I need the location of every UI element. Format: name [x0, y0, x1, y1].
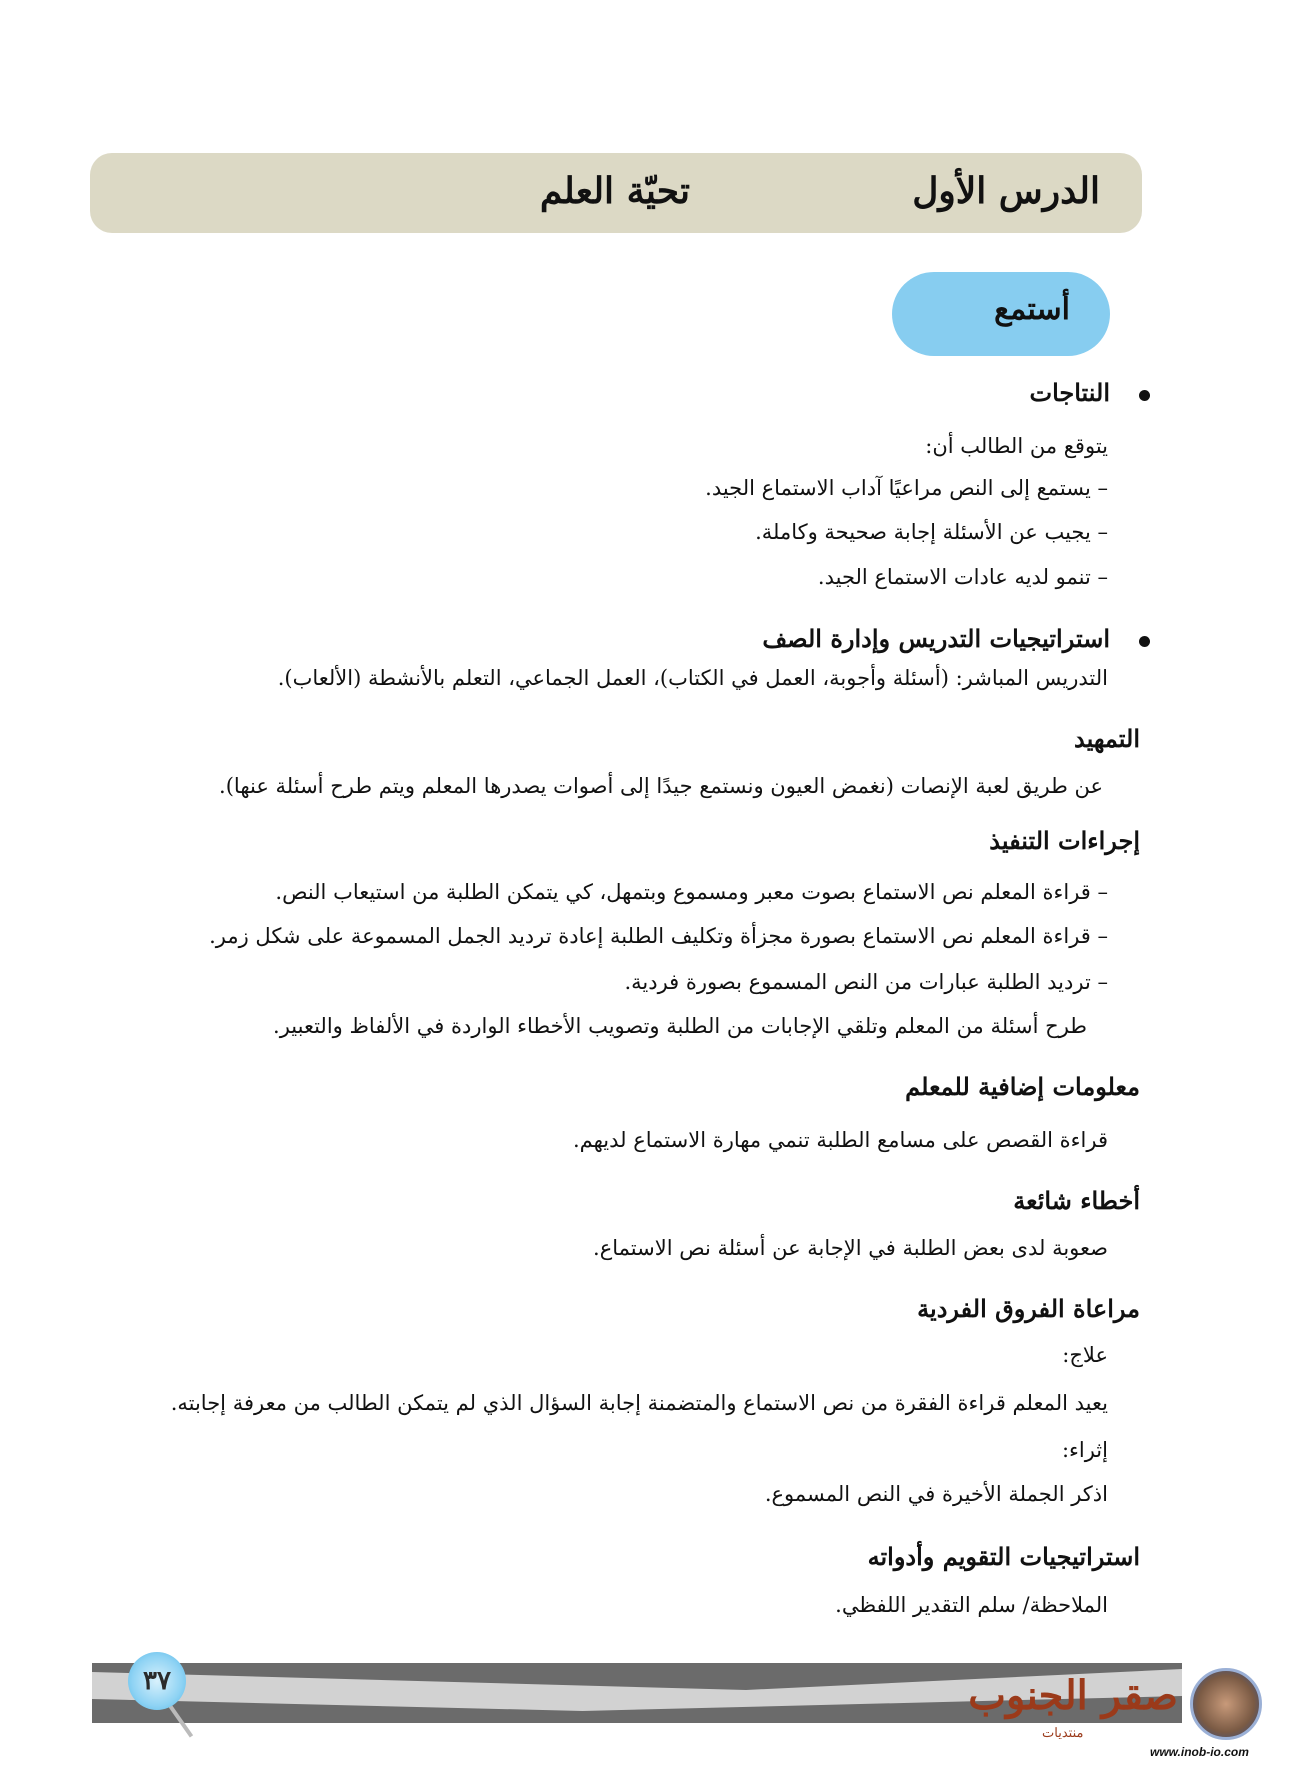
- section-label: أستمع: [994, 292, 1070, 327]
- enrich-label: إثراء:: [1061, 1438, 1108, 1462]
- forum-logo-sub: منتديات: [1042, 1726, 1084, 1741]
- lesson-number: الدرس الأول: [912, 170, 1100, 212]
- common-errors-text: صعوبة لدى بعض الطلبة في الإجابة عن أسئلة نص الاستماع.: [593, 1236, 1108, 1260]
- outcome-item: – تنمو لديه عادات الاستماع الجيد.: [817, 565, 1108, 589]
- forum-logo: صقر الجنوب: [968, 1672, 1178, 1719]
- procedures-heading: إجراءات التنفيذ: [989, 826, 1140, 855]
- procedure-item: – ترديد الطلبة عبارات من النص المسموع بصورة فردية.: [624, 970, 1108, 994]
- intro-heading: التمهيد: [1074, 724, 1140, 753]
- differences-heading: مراعاة الفروق الفردية: [917, 1294, 1140, 1323]
- procedure-item: – قراءة المعلم نص الاستماع بصوت معبر ومسموع وبتمهل، كي يتمكن الطلبة من استيعاب النص.: [275, 880, 1108, 904]
- enrich-text: اذكر الجملة الأخيرة في النص المسموع.: [764, 1482, 1108, 1506]
- section-pill: [892, 272, 1110, 356]
- intro-text: عن طريق لعبة الإنصات (نغمض العيون ونستمع جيدًا إلى أصوات يصدرها المعلم ويتم طرح أسئلة عنها).: [219, 774, 1103, 798]
- procedure-item: – قراءة المعلم نص الاستماع بصورة مجزأة وتكليف الطلبة إعادة ترديد الجمل المسموعة على شكل زمر.: [209, 924, 1108, 948]
- procedure-item: طرح أسئلة من المعلم وتلقي الإجابات من الطلبة وتصويب الأخطاء الواردة في الألفاظ والتعبير.: [273, 1014, 1087, 1038]
- outcome-item: – يستمع إلى النص مراعيًا آداب الاستماع الجيد.: [705, 476, 1108, 500]
- outcomes-intro: يتوقع من الطالب أن:: [925, 434, 1108, 458]
- logo-photo-icon: [1190, 1668, 1262, 1740]
- outcome-item: – يجيب عن الأسئلة إجابة صحيحة وكاملة.: [755, 520, 1108, 544]
- common-errors-heading: أخطاء شائعة: [1013, 1186, 1140, 1215]
- lesson-title: تحيّة العلم: [539, 170, 690, 212]
- strategies-heading: استراتيجيات التدريس وإدارة الصف: [762, 624, 1110, 653]
- forum-url: www.inob-io.com: [1150, 1745, 1249, 1759]
- remedy-label: علاج:: [1062, 1343, 1108, 1367]
- strategies-text: التدريس المباشر: (أسئلة وأجوبة، العمل في الكتاب)، العمل الجماعي، التعلم بالأنشطة (الألعاب).: [277, 666, 1108, 690]
- assessment-text: الملاحظة/ سلم التقدير اللفظي.: [835, 1593, 1108, 1617]
- teacher-info-heading: معلومات إضافية للمعلم: [905, 1072, 1140, 1101]
- page-number-badge: [128, 1652, 186, 1710]
- outcomes-heading: النتاجات: [1029, 378, 1110, 407]
- bullet-icon: [1139, 636, 1150, 647]
- remedy-text: يعيد المعلم قراءة الفقرة من نص الاستماع والمتضمنة إجابة السؤال الذي لم يتمكن الطالب من معرفة إجابته.: [170, 1391, 1108, 1415]
- page-number: ٣٧: [143, 1666, 171, 1696]
- assessment-heading: استراتيجيات التقويم وأدواته: [867, 1542, 1140, 1571]
- bullet-icon: [1139, 390, 1150, 401]
- teacher-info-text: قراءة القصص على مسامع الطلبة تنمي مهارة الاستماع لديهم.: [572, 1128, 1108, 1152]
